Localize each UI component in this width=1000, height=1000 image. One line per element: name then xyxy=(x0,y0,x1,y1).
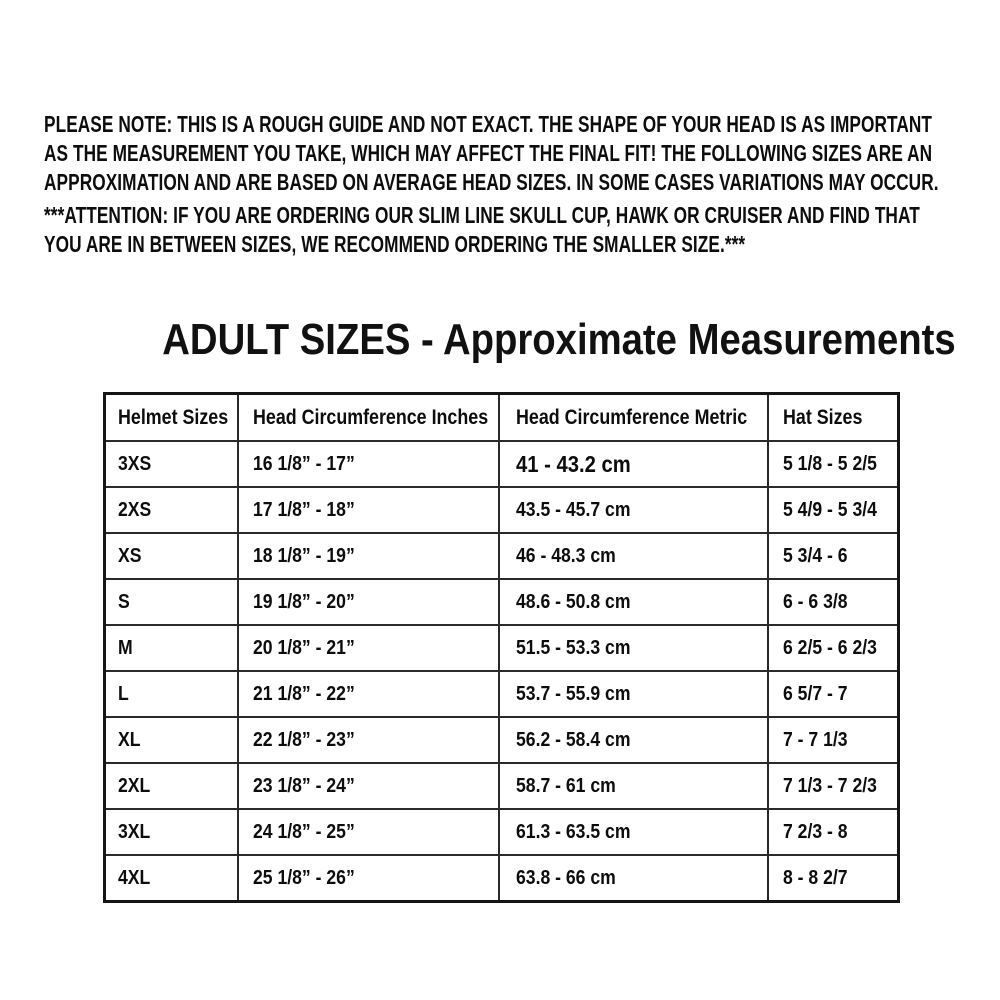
metric-cell xyxy=(499,809,768,855)
cell-text: 53.7 - 55.9 cm xyxy=(515,682,630,705)
attention-line: ***ATTENTION: IF YOU ARE ORDERING OUR SLIM LINE SKULL CUP, HAWK OR CRUISER AND FIND THAT xyxy=(44,202,920,228)
cell-text: 2XL xyxy=(118,774,151,797)
helmet-size-cell xyxy=(105,671,238,717)
cell-text: 17 1/8” - 18” xyxy=(252,498,355,521)
cell-text: 16 1/8” - 17” xyxy=(252,452,355,475)
helmet-size-cell xyxy=(105,625,238,671)
cell-text: 6 5/7 - 7 xyxy=(782,682,848,705)
hat-size-cell xyxy=(768,579,899,625)
inches-cell xyxy=(238,671,499,717)
table-row xyxy=(105,533,899,579)
cell-text: M xyxy=(118,636,133,659)
cell-text: 24 1/8” - 25” xyxy=(252,820,355,843)
header-helmet-sizes xyxy=(105,394,238,442)
hat-size-cell xyxy=(768,441,899,487)
cell-text: 7 - 7 1/3 xyxy=(782,728,848,751)
note-line: PLEASE NOTE: THIS IS A ROUGH GUIDE AND NOT EXACT. THE SHAPE OF YOUR HEAD IS AS IMPORTANT xyxy=(44,111,933,137)
inches-cell xyxy=(238,855,499,902)
cell-text: 3XL xyxy=(118,820,151,843)
cell-text: 5 3/4 - 6 xyxy=(782,544,848,567)
cell-text: 19 1/8” - 20” xyxy=(252,590,355,613)
cell-text: 41 - 43.2 cm xyxy=(515,450,631,477)
cell-text: 20 1/8” - 21” xyxy=(252,636,355,659)
table-row xyxy=(105,809,899,855)
metric-cell xyxy=(499,625,768,671)
hat-size-cell xyxy=(768,855,899,902)
hat-size-cell xyxy=(768,717,899,763)
hat-size-cell xyxy=(768,763,899,809)
table-row xyxy=(105,487,899,533)
cell-text: 7 2/3 - 8 xyxy=(782,820,848,843)
table-row xyxy=(105,441,899,487)
metric-cell xyxy=(499,855,768,902)
cell-text: 5 4/9 - 5 3/4 xyxy=(782,498,877,521)
table-header-row xyxy=(105,394,899,442)
cell-text: XS xyxy=(118,544,142,567)
note-line: AS THE MEASUREMENT YOU TAKE, WHICH MAY AFFECT THE FINAL FIT! THE FOLLOWING SIZES ARE AN xyxy=(44,140,933,166)
metric-cell xyxy=(499,441,768,487)
inches-cell xyxy=(238,809,499,855)
cell-text: 48.6 - 50.8 cm xyxy=(515,590,630,613)
cell-text: 61.3 - 63.5 cm xyxy=(515,820,630,843)
table-row xyxy=(105,579,899,625)
helmet-size-cell xyxy=(105,533,238,579)
hat-size-cell xyxy=(768,625,899,671)
inches-cell xyxy=(238,487,499,533)
metric-cell xyxy=(499,671,768,717)
cell-text: 58.7 - 61 cm xyxy=(515,774,616,797)
attention-paragraph xyxy=(44,201,1000,259)
helmet-size-cell xyxy=(105,579,238,625)
cell-text: 51.5 - 53.3 cm xyxy=(515,636,630,659)
helmet-size-cell xyxy=(105,809,238,855)
helmet-size-cell xyxy=(105,441,238,487)
hat-size-cell xyxy=(768,533,899,579)
note-line: APPROXIMATION AND ARE BASED ON AVERAGE HEAD SIZES. IN SOME CASES VARIATIONS MAY OCCUR. xyxy=(44,169,939,195)
inches-cell xyxy=(238,579,499,625)
inches-cell xyxy=(238,625,499,671)
metric-cell xyxy=(499,487,768,533)
helmet-size-cell xyxy=(105,717,238,763)
page-title-text: ADULT SIZES - Approximate Measurements xyxy=(162,315,956,364)
cell-text: 43.5 - 45.7 cm xyxy=(515,498,630,521)
cell-text: 25 1/8” - 26” xyxy=(252,866,355,889)
size-chart-table xyxy=(103,392,900,903)
table-row xyxy=(105,855,899,902)
inches-cell xyxy=(238,763,499,809)
cell-text: 18 1/8” - 19” xyxy=(252,544,355,567)
metric-cell xyxy=(499,533,768,579)
cell-text: S xyxy=(118,590,130,613)
helmet-size-cell xyxy=(105,763,238,809)
cell-text: 2XS xyxy=(118,498,152,521)
cell-text: 4XL xyxy=(118,866,151,889)
header-head-circumference-inches xyxy=(238,394,499,442)
cell-text: XL xyxy=(118,728,141,751)
cell-text: 46 - 48.3 cm xyxy=(515,544,616,567)
cell-text: 56.2 - 58.4 cm xyxy=(515,728,630,751)
attention-line: YOU ARE IN BETWEEN SIZES, WE RECOMMEND ORDERING THE SMALLER SIZE.*** xyxy=(44,231,746,257)
cell-text: 21 1/8” - 22” xyxy=(252,682,355,705)
metric-cell xyxy=(499,763,768,809)
header-text: Head Circumference Metric xyxy=(515,405,747,429)
cell-text: 5 1/8 - 5 2/5 xyxy=(782,452,877,475)
inches-cell xyxy=(238,441,499,487)
inches-cell xyxy=(238,533,499,579)
page-title xyxy=(103,314,956,366)
header-text: Helmet Sizes xyxy=(118,405,229,429)
table-row xyxy=(105,763,899,809)
please-note-paragraph xyxy=(44,110,1000,197)
cell-text: 6 - 6 3/8 xyxy=(782,590,848,613)
cell-text: 6 2/5 - 6 2/3 xyxy=(782,636,877,659)
hat-size-cell xyxy=(768,487,899,533)
cell-text: 3XS xyxy=(118,452,152,475)
hat-size-cell xyxy=(768,809,899,855)
hat-size-cell xyxy=(768,671,899,717)
table-row xyxy=(105,625,899,671)
cell-text: L xyxy=(118,682,129,705)
cell-text: 22 1/8” - 23” xyxy=(252,728,355,751)
helmet-size-cell xyxy=(105,855,238,902)
cell-text: 8 - 8 2/7 xyxy=(782,866,848,889)
cell-text: 23 1/8” - 24” xyxy=(252,774,355,797)
table-row xyxy=(105,671,899,717)
header-head-circumference-metric xyxy=(499,394,768,442)
cell-text: 63.8 - 66 cm xyxy=(515,866,616,889)
helmet-size-cell xyxy=(105,487,238,533)
table-row xyxy=(105,717,899,763)
metric-cell xyxy=(499,717,768,763)
cell-text: 7 1/3 - 7 2/3 xyxy=(782,774,877,797)
header-text: Head Circumference Inches xyxy=(252,405,488,429)
header-text: Hat Sizes xyxy=(782,405,862,429)
header-hat-sizes xyxy=(768,394,899,442)
inches-cell xyxy=(238,717,499,763)
metric-cell xyxy=(499,579,768,625)
